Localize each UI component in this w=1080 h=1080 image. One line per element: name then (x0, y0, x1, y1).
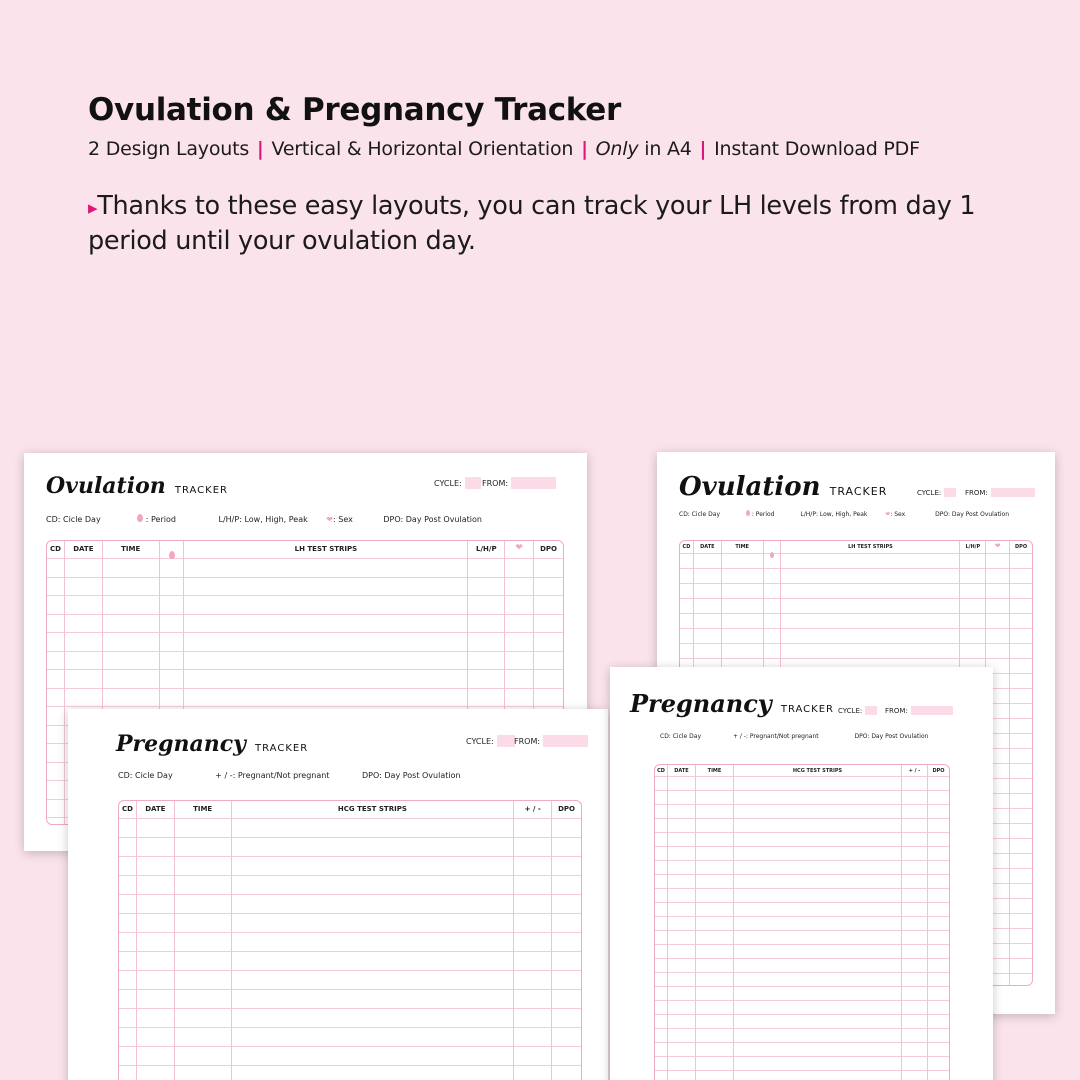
col-lhp: L/H/P (965, 544, 981, 550)
col-date: DATE (674, 768, 689, 774)
col-sex (505, 543, 533, 553)
separator: | (699, 138, 707, 160)
separator: | (581, 138, 588, 160)
col-date: DATE (145, 805, 166, 813)
hcg-table (654, 764, 950, 1080)
col-dpo: DPO (1015, 544, 1028, 550)
cycle-box[interactable] (497, 735, 515, 747)
heart-icon: ❤ (515, 543, 523, 553)
col-date: DATE (700, 544, 715, 550)
cycle-field: CYCLE: (434, 477, 481, 489)
hcg-table (118, 800, 582, 1080)
legend: CD: Cicle Day : Period L/H/P: Low, High, Peak ❤: Sex DPO: Day Post Ovulation (679, 511, 1010, 518)
from-field: FROM: (482, 477, 556, 489)
col-hcg-strips: HCG TEST STRIPS (337, 805, 407, 813)
cycle-field: CYCLE: (466, 735, 515, 747)
from-box[interactable] (911, 706, 953, 715)
cycle-box[interactable] (465, 477, 481, 489)
col-result: + / - (908, 768, 921, 774)
col-lh-strips: LH TEST STRIPS (294, 545, 358, 553)
drop-icon (137, 514, 143, 522)
subtitle (88, 138, 920, 160)
from-field: FROM: (885, 706, 953, 715)
title-script: Pregnancy (116, 731, 246, 757)
separator: | (256, 138, 264, 160)
col-dpo: DPO (558, 805, 576, 813)
cycle-field: CYCLE: (838, 706, 877, 715)
heart-icon: ❤ (885, 511, 891, 518)
col-cd: CD (49, 545, 61, 553)
arrow-icon: ▸ (88, 197, 98, 219)
col-dpo: DPO (540, 545, 558, 553)
col-hcg-strips: HCG TEST STRIPS (792, 768, 843, 774)
from-box[interactable] (543, 735, 588, 747)
col-cd: CD (121, 805, 133, 813)
drop-icon (770, 552, 774, 558)
legend: CD: Cicle Day : Period L/H/P: Low, High, Peak ❤: Sex DPO: Day Post Ovulation (46, 515, 482, 524)
sheet-title (630, 689, 834, 718)
title-caps: TRACKER (829, 485, 888, 498)
title-caps: TRACKER (174, 485, 228, 496)
col-date: DATE (73, 545, 94, 553)
from-field: FROM: (965, 488, 1035, 497)
title-caps: TRACKER (255, 743, 309, 754)
from-field: FROM: (514, 735, 588, 747)
col-time: TIME (121, 545, 141, 553)
heart-icon: ❤ (994, 542, 1001, 550)
col-lh-strips: LH TEST STRIPS (848, 544, 893, 550)
drop-icon (169, 551, 175, 559)
title-script: Pregnancy (630, 689, 772, 718)
col-cd: CD (682, 544, 691, 550)
title-script: Ovulation (46, 473, 166, 499)
title-script: Ovulation (679, 472, 821, 502)
col-sex (986, 542, 1009, 550)
subtitle-layouts: 2 Design Layouts (88, 138, 250, 160)
from-box[interactable] (991, 488, 1035, 497)
subtitle-only: Only (595, 138, 639, 160)
col-time: TIME (735, 544, 749, 550)
col-dpo: DPO (932, 768, 945, 774)
heart-icon: ❤ (326, 515, 333, 524)
col-period (764, 543, 781, 562)
description (88, 190, 988, 258)
drop-icon (746, 510, 750, 516)
pregnancy-horizontal-sheet (68, 709, 608, 1080)
col-period (160, 544, 184, 563)
title-caps: TRACKER (780, 704, 834, 715)
cycle-field: CYCLE: (917, 488, 956, 497)
sheet-title (116, 731, 308, 757)
sheet-title (679, 472, 887, 502)
subtitle-orientation: Vertical & Horizontal Orientation (271, 138, 574, 160)
col-cd: CD (657, 768, 665, 774)
col-time: TIME (707, 768, 722, 774)
col-result: + / - (524, 805, 541, 813)
from-box[interactable] (511, 477, 556, 489)
sheet-title (46, 473, 228, 499)
cycle-box[interactable] (944, 488, 956, 497)
cycle-box[interactable] (865, 706, 877, 715)
page-title: Ovulation & Pregnancy Tracker (88, 92, 621, 128)
subtitle-download: Instant Download PDF (714, 138, 920, 160)
legend: CD: Cicle Day + / -: Pregnant/Not pregnant DPO: Day Post Ovulation (118, 771, 461, 780)
pregnancy-vertical-sheet (610, 667, 993, 1080)
legend: CD: Cicle Day + / -: Pregnant/Not pregnant DPO: Day Post Ovulation (660, 733, 929, 740)
description-text: Thanks to these easy layouts, you can track your LH levels from day 1 period until your ovulation day. (88, 191, 976, 256)
subtitle-a4: in A4 (638, 138, 698, 160)
col-time: TIME (193, 805, 213, 813)
col-lhp: L/H/P (476, 545, 497, 553)
